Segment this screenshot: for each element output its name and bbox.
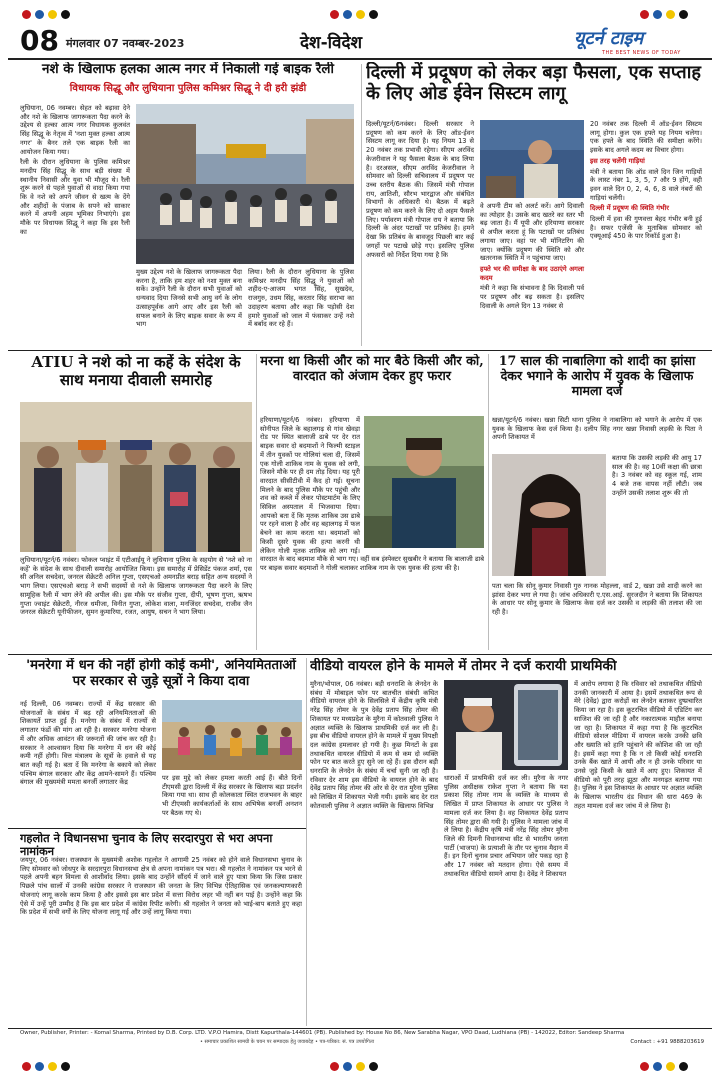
- paragraph: दिल्ली में हवा की गुणवत्ता बेहद गंभीर बनी हुई है। सफर एजेंसी के मुताबिक सोमवार को एक्यूआई 450 के पार रिकॉर्ड हुआ है।: [590, 215, 702, 241]
- section-rule-left: [8, 828, 306, 829]
- atiu-group-photo-art: [20, 402, 252, 552]
- color-dot: [356, 10, 365, 19]
- kejriwal-photo-art: [480, 120, 584, 198]
- color-dot: [369, 1062, 378, 1071]
- color-dot: [679, 1062, 688, 1071]
- color-dot: [48, 1062, 57, 1071]
- article-body-tail: पता चला कि सोनू कुमार निवासी गुरु नानक मोहल्ला, वार्ड 2, खन्ना उसे शादी करने का झांसा देकर भगा ले गया है। जांच अधिकारी ए.एस.आई. सुरजदीन ने बताया कि शिकायत के आधार पर सोनू कुमार के खिलाफ केस दर्ज कर उसकी व लड़की की तलाश की जा रही है।: [492, 582, 702, 617]
- section-title: देश-विदेश: [300, 33, 363, 53]
- article-mgnrega: [20, 658, 302, 826]
- article-body-col3: [590, 120, 702, 243]
- headline: दिल्ली में प्रदूषण को लेकर बड़ा फैसला, एक सप्ताह के लिए ओड ईवेन सिस्टम लागू: [366, 62, 701, 105]
- color-dot: [640, 10, 649, 19]
- article-bike-rally: [20, 62, 356, 348]
- brand-name: यूटर्न टाइम: [574, 28, 644, 49]
- column-divider: [256, 354, 257, 650]
- color-dot: [666, 1062, 675, 1071]
- article-body-lead: खन्ना/यूटर्न/6 नवंबर। खन्ना सिटी थाना पुलिस ने नाबालिगा को भगाने के आरोप में एक युवक के खिलाफ केस दर्ज किया है। दलीप सिंह नगर खन्ना निवासी लड़की के पिता ने अपनी शिकायत में: [492, 416, 702, 442]
- top-color-dots-center: [330, 10, 378, 19]
- paragraph: मंत्री ने कहा कि संभावना है कि दिवाली पर्व पर प्रदूषण और बढ़ सकता है। इसलिए दिवाली के अगले दिन 13 नवंबर से: [480, 284, 584, 310]
- color-dot: [48, 10, 57, 19]
- article-body-col1: दिल्ली/यूटर्न/6नवंबर। दिल्ली सरकार ने प्रदूषण को कम करने के लिए ऑड-ईवन सिस्टम लागू कर दिया है। यह नियम 13 से 20 नवंबर तक प्रभावी रहेगा। सीएम अरविंद केजरीवाल ने यह फैसला बैठक के बाद लिया है। दरअसल, सीएम अरविंद केजरीवाल ने सोमवार को दिल्ली सचिवालय में प्रदूषण पर उच्च स्तरीय बैठक की। जिसमें मंत्री गोपाल राय, आतिशी, सौरभ भारद्वाज और संबंधित विभागों के अधिकारी थे। बैठक में बढ़ते प्रदूषण को कम करने के लिए दो अहम फैसले लिए। पर्यावरण मंत्री गोपाल राय ने बताया कि दिल्ली के अंदर पटाखों पर प्रतिबंध है। हमने देखा कि प्रतिबंध के बावजूद पिछली बार कई जगहों पर पटाखे छोड़े गए। इसलिए पुलिस अफसरों को निर्देश दिया गया है कि: [366, 120, 474, 259]
- column-divider: [306, 658, 307, 1026]
- article-body-col1: [20, 104, 130, 239]
- subheading: दिल्ली में प्रदूषण की स्थिति गंभीर: [590, 204, 669, 213]
- color-dot: [35, 10, 44, 19]
- headline: नशे के खिलाफ हलका आत्म नगर में निकाली गई बाइक रैली: [42, 62, 334, 77]
- headline: वीडियो वायरल होने के मामले में तोमर ने दर्ज करायी प्राथमिकी: [310, 658, 617, 674]
- article-body-col1: नई दिल्ली, 06 नवम्बर। राज्यों में केंद्र सरकार की योजनाओं के संबंध में बढ़ रही अनियमितताओं की शिकायतें प्राप्त हुई हैं। मनरेगा के संबंध में राज्यों से लगातार फंडों की मांग आ रही है। सरकार मनरेगा योजना में और अधिक आवंटन की जरूरतों की जांच कर रही है। सरकार ने आश्वासन दिया कि मनरेगा में धन की कोई कमी नहीं होगी। वित्त मंत्रालय के सूत्रों के हवाले से यह बात कही गई है। बता दें कि मनरेगा के बकाये को लेकर पश्चिम बंगाल सरकार और केंद्र आमने-सामने हैं। पश्चिम बंगाल की मुख्यमंत्री ममता बनर्जी लगातार केंद्र: [20, 700, 156, 787]
- article-murder: [260, 354, 484, 652]
- mgnrega-workers-photo: [162, 700, 302, 770]
- color-dot: [35, 1062, 44, 1071]
- headline: 17 साल की नाबालिगा को शादी का झांसा देकर भगाने के आरोप में युवक के खिलाफ मामला दर्ज: [498, 354, 696, 398]
- headline: मरना था किसी और को मार बैठे किसी और को, वारदात को अंजाम देकर हुए फरार: [260, 354, 484, 385]
- section-rule: [8, 654, 712, 655]
- bike-rally-photo: [136, 104, 354, 264]
- article-body-col3: में आरोप लगाया है कि रविवार को तथाकथित वीडियो उनकी जानकारी में आया है। इसमें तथाकथित रूप से मेरे (देवेंद्र) द्वारा करोड़ों का लेनदेन बताकर दुष्प्रचारित किया जा रहा है। इस कूटरचित वीडियो में एडिटिंग कर साजिश की जा रही है और नकारात्मक माहौल बनाया जा रहा है। शिकायत में कहा गया है कि कूटरचित वीडियो सोशल मीडिया में वायरल करके उनकी छवि और ख्याति को हानि पहुंचाने की कोशिश की जा रही है। इसमें कहा गया है कि न तो किसी कोई धनराशि उनके बैंक खाते में आयी और न ही उनके परिवार या उनसे जुड़े किसी के खाते में आए हुए। शिकायत में वीडियो को पूरी तरह झूठा और मनगढ़त बताया गया है। पुलिस ने इस शिकायत के आधार पर अज्ञात व्यक्ति के खिलाफ भारतीय दंड विधान की धारा 469 के तहत मामला दर्ज कर जांच में ले लिया है।: [574, 680, 702, 810]
- color-dot: [679, 10, 688, 19]
- brand-tagline: THE BEST NEWS OF TODAY: [602, 50, 681, 56]
- section-rule: [8, 350, 712, 351]
- imprint-line: Owner, Publisher, Printer: - Komal Sharma, Printed by D.B. Corp. LTD. V.P.O Hamira, Distt Kapurthala-144601 (PB). Published by: House No 86, New Sarabha Nagar, VPO Daad, Ludhiana (PB) - 142022, Editor: Sandeep Sharma: [20, 1030, 625, 1036]
- tomar-photo: [444, 680, 568, 770]
- issue-date: मंगलवार 07 नवम्बर-2023: [66, 37, 185, 50]
- bottom-color-dots-left: [22, 1062, 70, 1071]
- article-body: जयपुर, 06 नवंबर। राजस्थान के मुख्यमंत्री अशोक गहलोत ने आगामी 25 नवंबर को होने वाले विधानसभा चुनाव के लिए सोमवार को जोधपुर के सरदारपुरा विधानसभा क्षेत्र से अपना नामांकन पत्र भरा। श्री गहलोत ने नामांकन पत्र भरने से पहले अपनी बहन विमला से आशीर्वाद लिया। इसके बाद उन्होंने सौंदर्य में जाने वाले हुए यात्रा किया कि जिस प्रकार पिछले पांच सालों में उनकी कांग्रेस सरकार ने राजस्थान की जनता के लिए विभिन्न ऐतिहासिक एवं जनकल्याणकारी योजनाएं लागू करके काम किया है और इससे इस बार प्रदेश में सत्ता विरोध लहर भी नहीं बन पाई है। उन्होंने कहा कि ऐसे में उन्हें पूरी उम्मीद है कि इस बार प्रदेश में कांग्रेस रिपीट करेगी। श्री गहलोत ने जनता को भाई-बाप बताते हुए कहा कि प्रदेश में सभी वर्गों के लिए योजना लागू गई और उन्हें लागू किया गया।: [20, 856, 302, 917]
- color-dot: [653, 1062, 662, 1071]
- masthead: [0, 0, 720, 56]
- atiu-group-photo: [20, 402, 252, 552]
- color-dot: [61, 1062, 70, 1071]
- paragraph: रैली के दौरान लुधियाना के पुलिस कमिश्नर मनदीप सिंह सिद्धू के साथ बड़ी संख्या में स्थानीय निवासी और युवा भी मौजूद थे। रैली शुरू करने से पहले युवाओं से वादा किया गया कि वे नशे को अपने जीवन से खत्म के देंगे और शहीदों के पंजाब के सपने को साकार करने में अपनी अहम भूमिका निभाएंगे। इस मौके पर विधायक सिद्धू ने कहा कि इस रैली का: [20, 158, 130, 236]
- article-body-col2: [480, 202, 584, 312]
- mgnrega-workers-photo-art: [162, 700, 302, 770]
- color-dot: [653, 10, 662, 19]
- notice-line: • समाचार प्रकाशित सामग्री के चयन पर सम्पादक हेतु जवाबदेह • पत्र-पत्रिका: सं. पत्र उपयोगिता: [200, 1039, 374, 1046]
- color-dot: [22, 10, 31, 19]
- article-body-col3: लिया। रैली के दौरान लुधियाना के पुलिस कमिश्नर मनदीप सिंह सिद्धू ने युवाओं को शहीद-ए-आजम भगत सिंह, सुखदेव, राजगुरु, उधम सिंह, करतार सिंह सराभा का उदाहरण बताया और कहा कि पड़ोसी देश हमारे युवाओं को जाल में फंसाकर उन्हें नशे में बर्बाद कर रहे हैं।: [248, 268, 354, 329]
- article-atiu: [20, 354, 252, 652]
- footer-rule: [8, 1028, 712, 1029]
- article-body-col1: मुरैना/भोपाल, 06 नवंबर। बड़ी धनराशि के लेनदेन के संबंध में मोबाइल फोन पर बातचीत संबंधी कथित वीडियो वायरल होने के सिलसिले में केंद्रीय कृषि मंत्री नरेंद्र सिंह तोमर के पुत्र देवेंद्र प्रताप सिंह तोमर की शिकायत पर मध्यप्रदेश के मुरैना में कोतवाली पुलिस ने अज्ञात व्यक्ति के खिलाफ प्राथमिकी दर्ज कर ली है। इस बीच वीडियो वायरल होने के मामले में मुख्य विपक्षी दल कांग्रेस हमलावर हो गयी है। कुछ मिनटों के इस तथाकथित वायरल वीडियो में कम से कम दो व्यक्ति फोन पर बात करते हुए सुने जा रहे हैं। इस दौरान बड़ी धनराशि के लेनदेन के संबंध में चर्चा सुनी जा रही है। रविवार देर शाम इस वीडियो के वायरल होने के बाद देवेंद्र प्रताप सिंह तोमर की ओर से देर रात मुरैना पुलिस को लिखित में शिकायत भेजी गयी। इसके बाद देर रात कोतवाली पुलिस ने अज्ञात व्यक्ति के खिलाफ विभिन्न: [310, 680, 438, 810]
- subheading: इस तरह चलेंगी गाड़ियां: [590, 156, 645, 165]
- article-gehlot: [20, 832, 302, 1026]
- color-dot: [356, 1062, 365, 1071]
- color-dot: [330, 1062, 339, 1071]
- column-divider: [361, 64, 362, 346]
- masthead-rule: [8, 58, 712, 60]
- article-delhi-pollution: [366, 62, 702, 348]
- color-dot: [22, 1062, 31, 1071]
- brand-logo: [574, 26, 704, 56]
- color-dot: [666, 10, 675, 19]
- headline: गहलोत ने विधानसभा चुनाव के लिए सरदारपुरा से भरा अपना नामांकन: [20, 832, 273, 859]
- color-dot: [640, 1062, 649, 1071]
- paragraph: मंत्री ने बताया कि ऑड वाले दिन जिन गाड़ियों के लास्ट नंबर 1, 3, 5, 7 और 9 होंगे, वही इवन वाले दिन 0, 2, 4, 6, 8 वाले नंबरों की गाड़ियां चलेंगी।: [590, 167, 702, 202]
- girl-photo-art: [492, 454, 606, 576]
- page-number: 08: [20, 24, 59, 56]
- subheadline: विधायक सिद्धू और लुधियाना पुलिस कमिश्नर सिद्धू ने दी हरी झंडी: [69, 82, 307, 94]
- article-body-col2: मुख्य उद्देश्य नशे के खिलाफ जागरूकता पैदा करना है, ताकि हम शहर को नशा मुक्त बना सकें। उन्होंने रैली के दौरान सभी युवाओं को धन्यवाद दिया जिनसे सभी आयु वर्ग के लोग उत्साहपूर्वक आगे आए और इस रैली को सफल बनाने के लिए बाइक सवार के रूप में भाग: [136, 268, 242, 329]
- article-body-col2: धाराओं में प्राथमिकी दर्ज कर ली। मुरैना के नगर पुलिस अधीक्षक राकेश गुप्ता ने बताया कि यश प्रकाश सिंह तोमर नाम के व्यक्ति के माध्यम से लिखित में प्राप्त शिकायत के आधार पर पुलिस ने मामला दर्ज कर लिया है। वह शिकायत देवेंद्र प्रताप सिंह तोमर द्वारा की गयी है। पुलिस ने मामला जांच में ले लिया है। केंद्रीय कृषि मंत्री नरेंद्र सिंह तोमर मुरैना जिले की दिमनी विधानसभा सीट से भारतीय जनता पार्टी (भाजपा) के प्रत्याशी के तौर पर चुनाव मैदान में हैं। इन दिनों चुनाव प्रचार अभियान जोर पकड़ रहा है और 17 नवंबर को मतदान होगा। ऐसे समय में तथाकथित वीडियो सामने आया है। देवेंद्र ने शिकायत: [444, 774, 568, 878]
- article-text: हरियाणा/यूटर्न/6 नवंबर। हरियाणा में सोनीपत जिले के बहालगढ़ से गांव खेवड़ा रोड पर स्थित बालाजी ढाबे पर देर रात बाइक सवार दो बदमाशों ने फिल्मी स्टाइल में तीन युवकों पर गोलियां चला दी, जिसमें एक गोली शाकिब नाम के युवक को लगी, जिसने मौके पर ही दम तोड़ दिया। यह पूरी वारदात सीसीटीवी में कैद हो गई। सूचना मिलने के बाद पुलिस मौके पर पहुंची और शव को कब्जे में लेकर पोस्टमार्टम के लिए सिविल अस्पताल में भिजवाया दिया। आपको बता दें कि मृतक शाकिब उस ढाबे पर रहने वाला है और वह बहालगढ़ में फल बेचने का काम करता था। बदमाशों को किसी दूसरे युवक की हत्या करनी थी लेकिन गोली मृतक शाकिब को लग गई। वारदात के बाद बदमाश मौके से भाग गए। वहीं सब इंस्पेक्टर सुखबीर ने बताया कि बालाजी ढाबे पर बाइक सवार बदमाशों ने गोली चलाकर शाकिब नाम के एक युवक की हत्या की है।: [260, 416, 484, 572]
- girl-photo: [492, 454, 606, 576]
- tomar-photo-art: [444, 680, 568, 770]
- bottom-color-dots-right: [640, 1062, 688, 1071]
- article-body-col2: पर इस मुद्दे को लेकर हमला करती आई हैं। बीते दिनों टीएमसी द्वारा दिल्ली में केंद्र सरकार के खिलाफ बड़ा प्रदर्शन किया गया था। साथ ही कोलकाता स्थित राजभवन के बाहर भी टीएमसी कार्यकर्ताओं के साथ अभिषेक बनर्जी अनशन पर बैठक गए थे।: [162, 774, 302, 817]
- footer-meta: [20, 1039, 704, 1045]
- color-dot: [61, 10, 70, 19]
- article-body: लुधियाना/यूटर्न/6 नवंबर। फोकल प्वाइंट में एटीआईयू ने लुधियाना पुलिस के सहयोग से 'नशे को ना कहें' के संदेश के साथ दीवाली समारोह आयोजित किया। इस समारोह में प्रेसिडेंट पंकज शर्मा, एस सी अनिल सचदेवा, जनरल सेक्रेटरी अनिल गुप्ता, एसएचओ अमनप्रीत बराड़ सहित अन्य सदस्यों ने भाग लिया। एसएचओ बराड़ ने सभी सदस्यों से नशे के खिलाफ जागरूकता पैदा करने के लिए सामूहिक रैली में भाग लेने की अपील की। इस मौके पर संजीव गुप्ता, दीपी, भूषण गुप्ता, ऋषभ गुप्ता ज्वाइंट सेक्रेटरी, नीरज धमीजा, विनीत गुप्ता, लोकेश वाला, मनजिंदर सचदेवा, राजीव जैन जनरल सेक्रेटरी यूनीफीजन, सुमन कुमारिया, रजत, आयुष, सचन ने भाग लिया।: [20, 556, 252, 617]
- column-divider: [488, 354, 489, 650]
- headline: 'मनरेगा में धन की नहीं होगी कोई कमी', अनियमितताओं पर सरकार से जुड़े सूत्रों ने किया दावा: [26, 658, 296, 689]
- color-dot: [369, 10, 378, 19]
- color-dot: [343, 10, 352, 19]
- color-dot: [343, 1062, 352, 1071]
- headline: ATIU ने नशे को ना कहें के संदेश के साथ मनाया दीवाली समारोह: [31, 354, 241, 389]
- bike-rally-photo-art: [136, 104, 354, 264]
- top-color-dots-right: [640, 10, 688, 19]
- subheading: हफ्ते भर की समीक्षा के बाद उठाएंगे अगला कदम: [480, 264, 584, 282]
- article-body: [260, 416, 484, 573]
- article-tomar: [310, 658, 702, 1026]
- paragraph: वे अपनी टीम को अलर्ट करें। आगे दिवाली का त्योहार है। उसके बाद खतरे का स्तर भी बढ़ जाता है। मैं यूपी और हरियाणा सरकार से अपील करता हूं कि पटाखों पर प्रतिबंध लगाया जाए। वहां पर भी मॉनिटरिंग की जाए। क्योंकि प्रदूषण की स्थिति को और खतरनाक स्थिति में न पहुंचाया जाए।: [480, 202, 584, 263]
- top-color-dots-left: [22, 10, 70, 19]
- footer: [20, 1030, 704, 1054]
- kejriwal-photo: [480, 120, 584, 198]
- article-body-side: बताया कि उसकी लड़की की आयु 17 साल की है। वह 10वीं कक्षा की छात्रा है। 3 नवंबर को वह स्कूल गई, शाम 4 बजे तक वापस नहीं लौटी। जब उन्होंने उसकी तलाश शुरू की तो: [612, 454, 702, 497]
- color-dot: [330, 10, 339, 19]
- contact-line: Contact : +91 9888203619: [630, 1039, 704, 1046]
- paragraph: लुधियाना, 06 नवम्बर। सेहत को बढ़ावा देने और नशे के खिलाफ जागरूकता पैदा करने के उद्देश्य से हल्का आत्म नगर विधायक कुलवंत सिंह सिद्धू के नेतृत्व में 'नशा मुक्त हल्का आत्म नगर' के बैनर तले एक बाइक रैली का आयोजन किया गया।: [20, 104, 130, 156]
- paragraph: 20 नवंबर तक दिल्ली में ऑड-ईवन सिस्टम लागू होगा। कुल एक हफ्ते यह नियम चलेगा। एक हफ्ते के बाद स्थिति की समीक्षा करेंगे। इसके बाद अगले कदम का विचार होगा।: [590, 120, 702, 155]
- bottom-color-dots-center: [330, 1062, 378, 1071]
- article-minor: [492, 354, 702, 652]
